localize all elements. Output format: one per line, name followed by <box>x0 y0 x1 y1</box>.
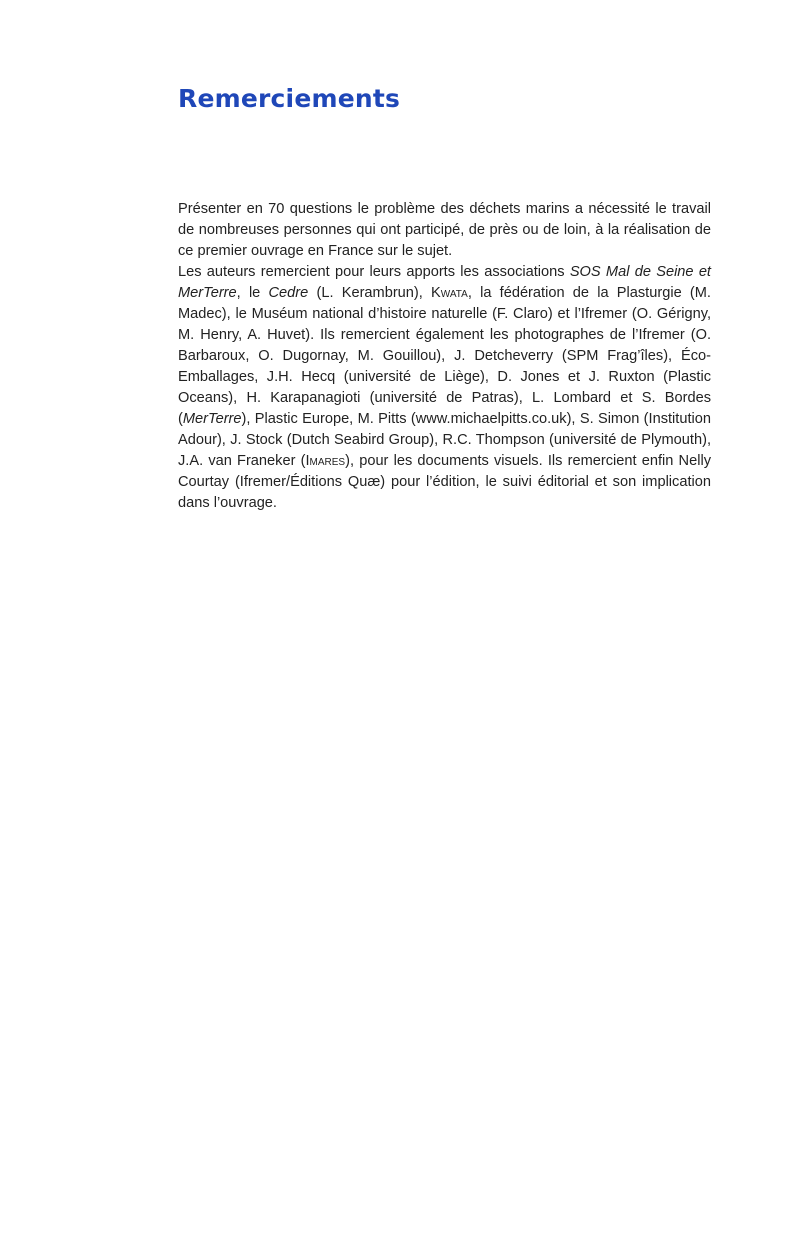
imares-name: Imares <box>305 453 346 469</box>
merterre-name: MerTerre <box>182 411 242 427</box>
text-segment: ), pour les documents visuels. Ils remercient enfin Nelly Courtay (Ifremer/Éditions Quæ) pour l’édition, le suivi éditorial et son implication dans l’ouvrage. <box>178 453 711 511</box>
text-segment: (L. Kerambrun), <box>308 285 432 301</box>
cedre-name: Cedre <box>268 285 309 301</box>
text-segment: , le <box>236 285 269 301</box>
paragraph-thanks <box>178 262 711 514</box>
association-names: SOS Mal de Seine et MerTerre <box>178 264 711 301</box>
page-title: Remerciements <box>178 84 401 113</box>
kwata-name: Kwata <box>431 285 468 301</box>
paragraph-intro: Présenter en 70 questions le problème des déchets marins a nécessité le travail de nombreuses personnes qui ont participé, de près ou de loin, à la réalisation de ce premier ouvrage en France sur le sujet. <box>178 201 711 259</box>
acknowledgements-body <box>178 199 711 514</box>
text-segment: ), Plastic Europe, M. Pitts (www.michaelpitts.co.uk), S. Simon (Institution Adour), J. Stock (Dutch Seabird Group), R.C. Thompson (université de Plymouth), J.A. van Franeker ( <box>178 411 711 469</box>
text-segment: Les auteurs remercient pour leurs apports les associations <box>178 264 570 280</box>
text-segment: , la fédération de la Plasturgie (M. Madec), le Muséum national d’histoire naturelle (F. Claro) et l’Ifremer (O. Gérigny, M. Henry, A. Huvet). Ils remercient également les photographes de l’Ifremer (O. Barbaroux, O. Dugornay, M. Gouillou), J. Detcheverry (SPM Frag’îles), Éco-Emballages, J.H. Hecq (université de Liège), D. Jones et J. Ruxton (Plastic Oceans), H. Karapanagioti (université de Patras), L. Lombard et S. Bordes ( <box>178 285 711 427</box>
